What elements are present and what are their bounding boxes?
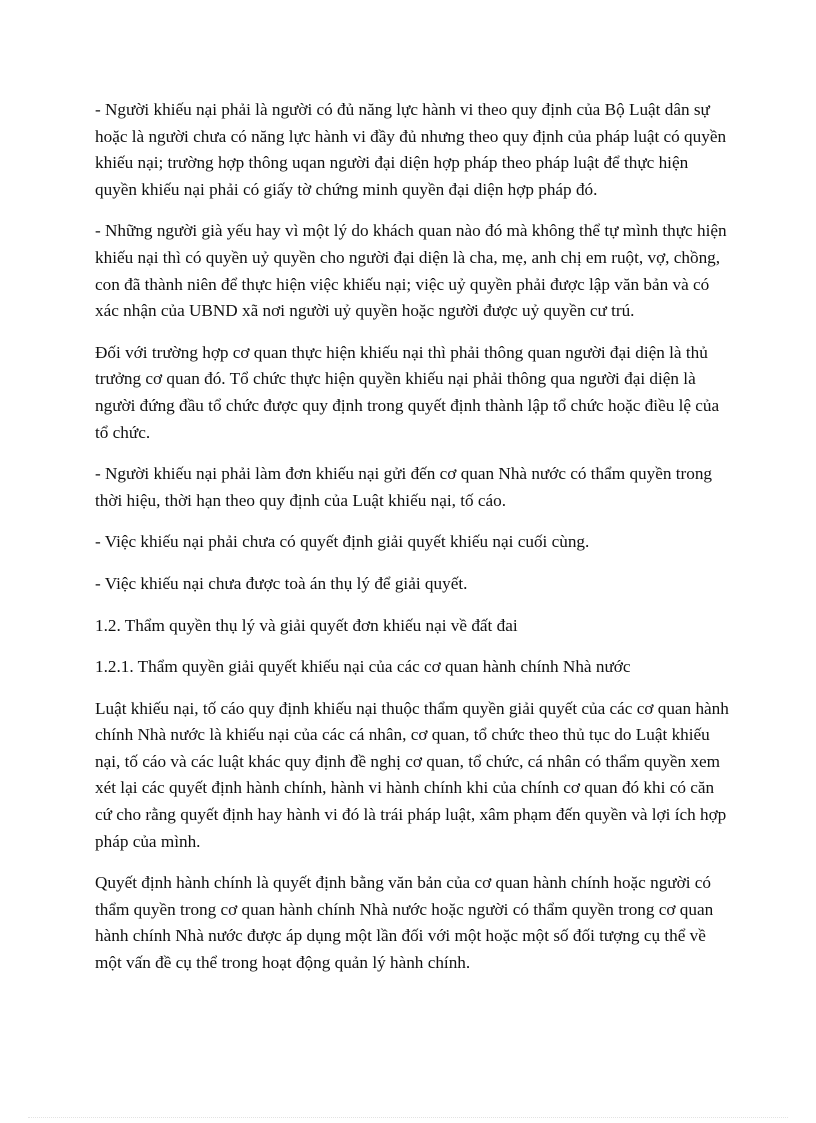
paragraph-complainant-capacity: - Người khiếu nại phải là người có đủ năng lực hành vi theo quy định của Bộ Luật dân sự hoặc là người chưa có năng lực hành vi đầy đủ nhưng theo quy định của pháp luật có quyền khiếu nại; trường hợp thông uqan người đại diện hợp pháp theo pháp luật để thực hiện quyền khiếu nại phải có giấy tờ chứng minh quyền đại diện hợp pháp đó.: [95, 100, 727, 199]
paragraph-organization-representative: Đối với trường hợp cơ quan thực hiện khiếu nại thì phải thông quan người đại diện là thủ trưởng cơ quan đó. Tổ chức thực hiện quyền khiếu nại phải thông qua người đại diện là người đứng đầu tổ chức được quy định trong quyết định thành lập tổ chức hoặc điều lệ của tổ chức.: [95, 342, 720, 442]
paragraph-law-on-complaints: Luật khiếu nại, tố cáo quy định khiếu nại thuộc thẩm quyền giải quyết của các cơ quan hành chính Nhà nước là khiếu nại của các cá nhân, cơ quan, tổ chức theo thủ tục do Luật khiếu nại, tố cáo và các luật khác quy định đề nghị cơ quan, tổ chức, cá nhân có thẩm quyền xem xét lại các quyết định hành chính, hành vi hành chính khi của chính cơ quan đó khi có căn cứ cho rằng quyết định hay hành vi đó là trái pháp luật, xâm phạm đến quyền và lợi ích hợp pháp của mình.: [95, 698, 729, 851]
section-heading-1-2-1: 1.2.1. Thẩm quyền giải quyết khiếu nại của các cơ quan hành chính Nhà nước: [95, 657, 631, 677]
section-heading-1-2: 1.2. Thẩm quyền thụ lý và giải quyết đơn khiếu nại về đất đai: [95, 615, 518, 635]
paragraph-complaint-filing: - Người khiếu nại phải làm đơn khiếu nại gửi đến cơ quan Nhà nước có thẩm quyền trong thời hiệu, thời hạn theo quy định của Luật khiếu nại, tố cáo.: [95, 464, 713, 510]
paragraph-not-accepted-by-court: - Việc khiếu nại chưa được toà án thụ lý để giải quyết.: [95, 573, 468, 593]
document-body: [95, 97, 731, 992]
paragraph-administrative-decision: Quyết định hành chính là quyết định bằng văn bản của cơ quan hành chính hoặc người có thẩm quyền trong cơ quan hành chính Nhà nước hoặc người có thẩm quyền trong cơ quan hành chính Nhà nước được áp dụng một lần đối với một hoặc một số đối tượng cụ thể về một vấn đề cụ thể trong hoạt động quản lý hành chính.: [95, 873, 714, 973]
page-bottom-divider: [28, 1117, 788, 1118]
paragraph-authorized-representative: - Những người già yếu hay vì một lý do khách quan nào đó mà không thể tự mình thực hiện khiếu nại thì có quyền uỷ quyền cho người đại diện là cha, mẹ, anh chị em ruột, vợ, chồng, con đã thành niên để thực hiện việc khiếu nại; việc uỷ quyền phải được lập văn bản và có xác nhận của UBND xã nơi người uỷ quyền hoặc người được uỷ quyền cư trú.: [95, 221, 727, 321]
paragraph-no-final-decision: - Việc khiếu nại phải chưa có quyết định giải quyết khiếu nại cuối cùng.: [95, 532, 590, 552]
